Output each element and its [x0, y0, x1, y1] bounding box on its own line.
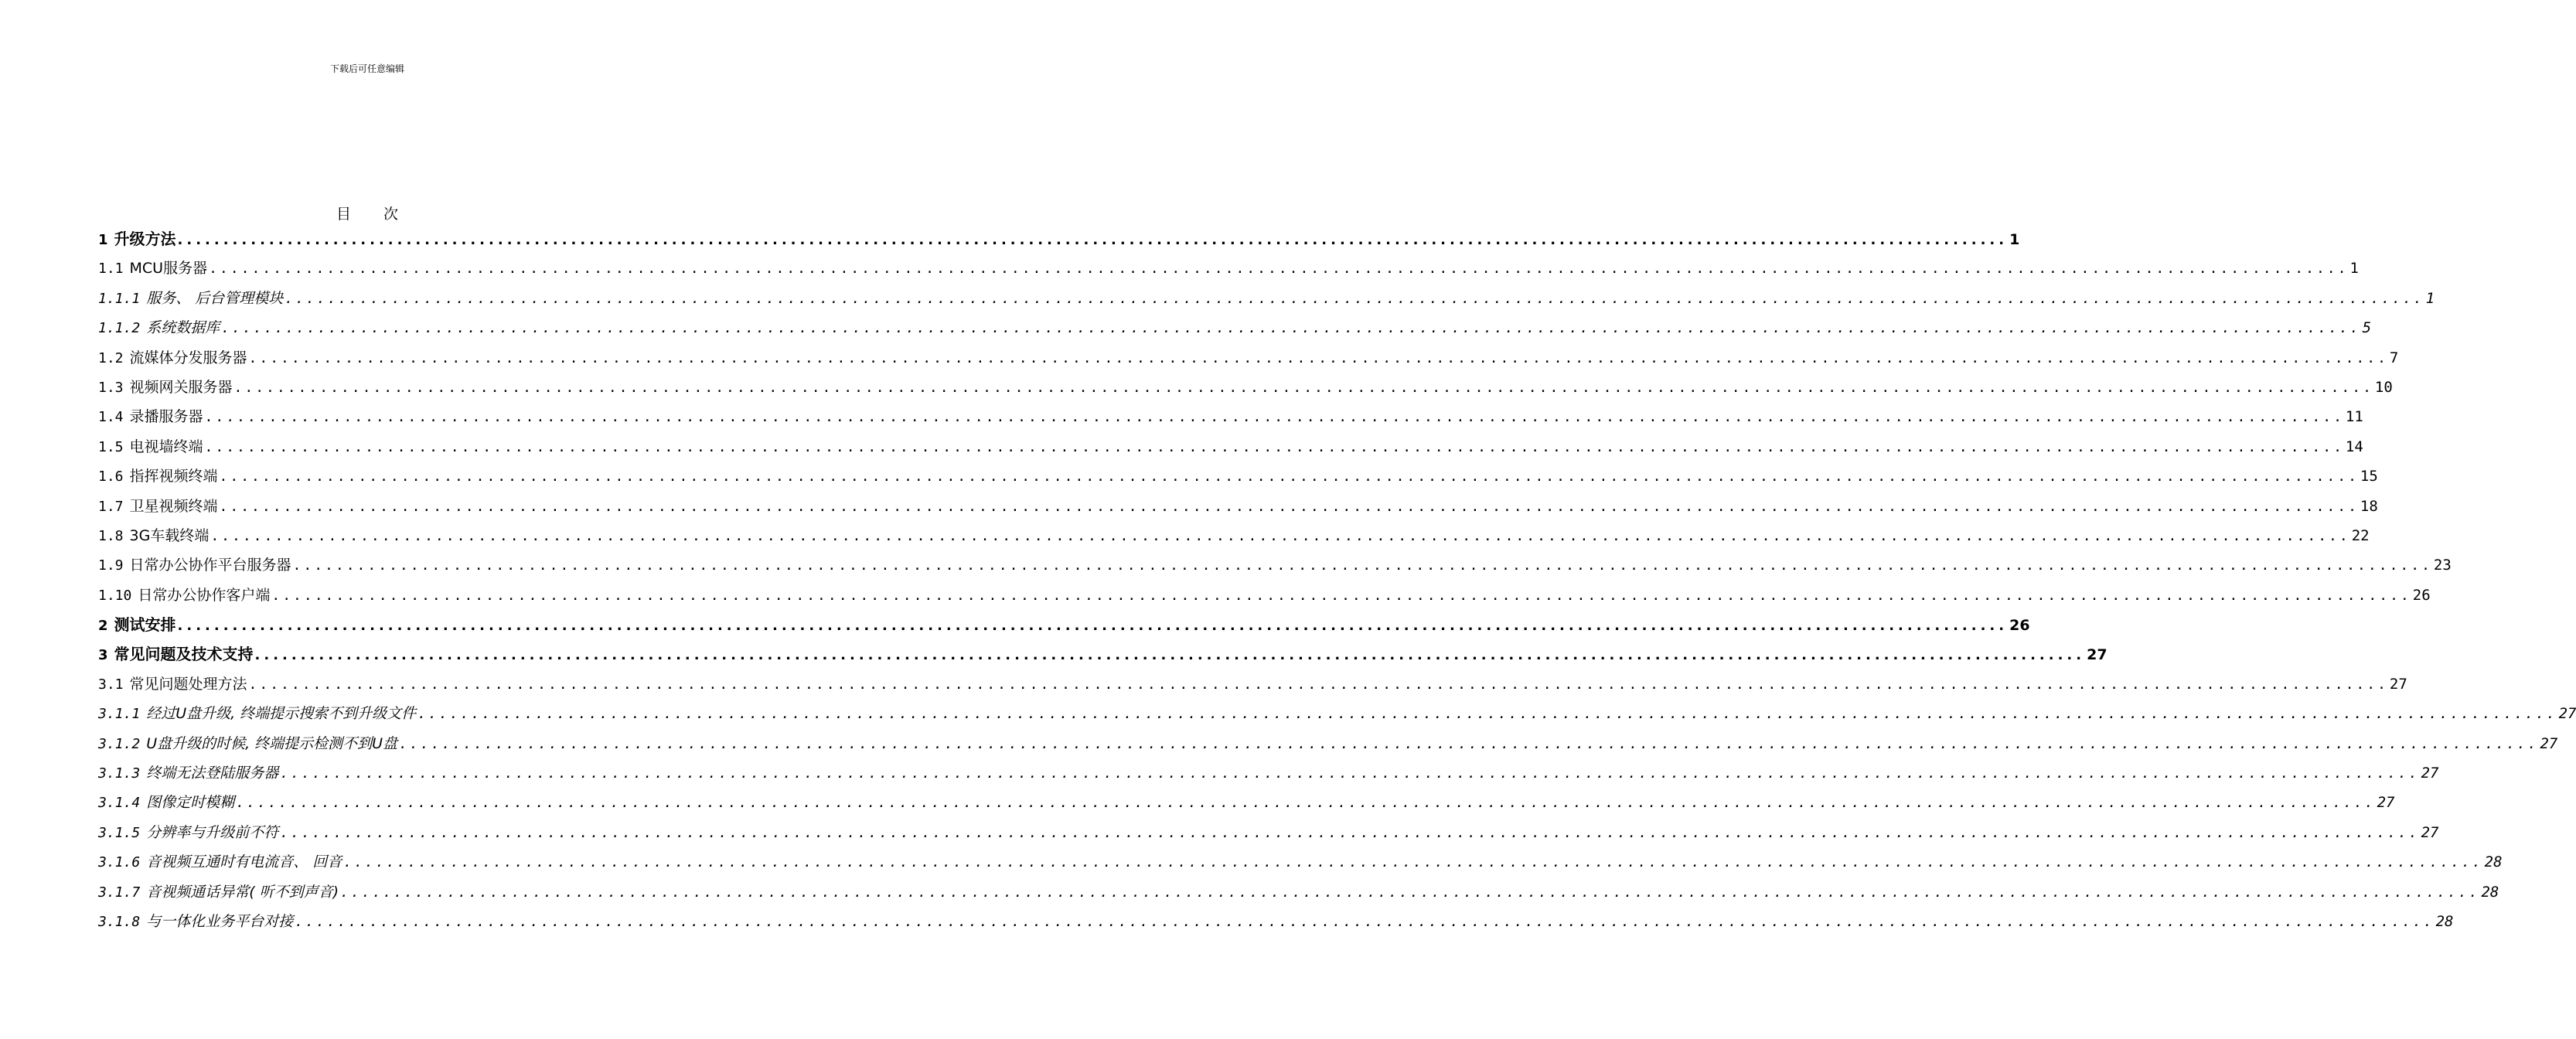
- toc-entry-page: 27: [2558, 705, 2576, 723]
- toc-entry[interactable]: [98, 313, 2372, 342]
- toc-entry[interactable]: [98, 492, 2378, 521]
- toc-entry-number: 1.9: [98, 557, 124, 574]
- toc-entry-page: 15: [2360, 468, 2378, 485]
- toc-leader-dots: ........................................................................................................................................................................................................: [221, 320, 2361, 337]
- table-of-contents: [98, 224, 2576, 936]
- toc-entry[interactable]: [98, 581, 2431, 610]
- toc-entry-title: 卫星视频终端: [129, 497, 218, 515]
- toc-entry-title: 日常办公协作客户端: [138, 586, 271, 604]
- toc-entry[interactable]: [98, 788, 2395, 817]
- toc-entry-number: 1.1.2: [98, 320, 141, 337]
- toc-entry-page: 1: [2425, 289, 2435, 307]
- toc-entry-number: 1.1: [98, 261, 124, 278]
- toc-entry-title: 日常办公协作平台服务器: [129, 557, 291, 574]
- toc-entry-title: 视频网关服务器: [129, 378, 233, 396]
- toc-entry-number: 1.7: [98, 498, 124, 515]
- toc-leader-dots: ........................................................................................................................................................................................................: [417, 706, 2557, 723]
- toc-entry-page: 28: [2435, 912, 2454, 930]
- toc-entry-title: 电视墙终端: [129, 438, 203, 455]
- toc-leader-dots: ........................................................................................................................................................................................................: [280, 765, 2420, 782]
- toc-entry-title: 图像定时模糊: [146, 794, 235, 812]
- toc-entry-title: 3G车载终端: [129, 526, 210, 544]
- toc-entry-page: 1: [2009, 231, 2020, 248]
- toc-entry-page: 27: [2377, 794, 2395, 812]
- toc-entry-title: 系统数据库: [146, 319, 220, 337]
- toc-entry-page: 28: [2484, 853, 2503, 871]
- toc-leader-dots: ........................................................................................................................................................................................................: [236, 795, 2376, 812]
- toc-entry-title: 常见问题处理方法: [129, 675, 247, 693]
- toc-entry-page: 27: [2389, 675, 2407, 693]
- toc-entry-number: 1.8: [98, 527, 124, 544]
- toc-entry-number: 1: [98, 232, 108, 248]
- toc-entry[interactable]: [98, 610, 2030, 639]
- toc-entry-number: 1.3: [98, 379, 124, 396]
- toc-leader-dots: ........................................................................................................................................................................................................: [233, 379, 2373, 396]
- toc-entry[interactable]: [98, 907, 2454, 936]
- toc-entry-number: 3.1.1: [98, 706, 141, 723]
- toc-entry-title: MCU服务器: [129, 260, 208, 278]
- toc-entry[interactable]: [98, 521, 2370, 550]
- toc-entry[interactable]: [98, 550, 2452, 580]
- toc-entry-number: 3.1.4: [98, 795, 141, 812]
- toc-leader-dots: ........................................................................................................................................................................................................: [219, 468, 2359, 485]
- toc-leader-dots: ........................................................................................................................................................................................................: [209, 261, 2349, 278]
- toc-entry[interactable]: [98, 639, 2107, 669]
- toc-entry-title: U盘升级的时候, 终端提示检测不到U盘: [146, 734, 398, 752]
- toc-entry-page: 23: [2433, 557, 2452, 574]
- toc-entry-page: 27: [2540, 734, 2558, 752]
- toc-entry[interactable]: [98, 462, 2378, 491]
- toc-entry-page: 14: [2345, 438, 2363, 455]
- toc-entry-title: 常见问题及技术支持: [114, 645, 254, 664]
- toc-entry-title: 录播服务器: [129, 408, 203, 426]
- toc-entry[interactable]: [98, 373, 2393, 402]
- toc-entry-page: 27: [2421, 823, 2439, 841]
- toc-entry[interactable]: [98, 343, 2399, 373]
- toc-entry-page: 5: [2362, 319, 2372, 337]
- toc-entry-page: 27: [2421, 765, 2439, 782]
- toc-entry-page: 27: [2087, 646, 2107, 664]
- toc-entry-title: 测试安排: [114, 615, 176, 635]
- toc-entry[interactable]: [98, 847, 2503, 877]
- toc-entry-title: 与一体化业务平台对接: [146, 912, 294, 930]
- toc-entry-number: 3.1.8: [98, 913, 141, 930]
- toc-entry-number: 3: [98, 647, 108, 664]
- toc-entry-title: 指挥视频终端: [129, 468, 218, 485]
- toc-leader-dots: ........................................................................................................................................................................................................: [210, 527, 2350, 544]
- toc-leader-dots: ........................................................................................................................................................................................................: [254, 647, 2086, 664]
- toc-entry-title: 分辨率与升级前不符: [146, 823, 279, 841]
- toc-entry[interactable]: [98, 254, 2359, 283]
- toc-title: 目次: [336, 206, 431, 223]
- toc-entry-page: 26: [2009, 617, 2030, 635]
- toc-entry-number: 1.5: [98, 438, 124, 455]
- toc-leader-dots: ........................................................................................................................................................................................................: [343, 854, 2483, 871]
- toc-entry-page: 22: [2351, 526, 2370, 544]
- toc-entry[interactable]: [98, 669, 2407, 699]
- toc-entry[interactable]: [98, 284, 2435, 313]
- toc-leader-dots: ........................................................................................................................................................................................................: [271, 587, 2411, 604]
- toc-leader-dots: ........................................................................................................................................................................................................: [204, 438, 2344, 455]
- toc-entry-title: 升级方法: [114, 230, 176, 248]
- toc-entry-page: 10: [2374, 378, 2393, 396]
- toc-leader-dots: ........................................................................................................................................................................................................: [295, 913, 2435, 930]
- toc-entry[interactable]: [98, 432, 2363, 462]
- toc-entry[interactable]: [98, 877, 2499, 907]
- toc-entry-number: 1.4: [98, 409, 124, 426]
- toc-entry-number: 3.1.7: [98, 884, 141, 901]
- toc-entry-number: 1.6: [98, 468, 124, 485]
- toc-leader-dots: ........................................................................................................................................................................................................: [285, 290, 2424, 307]
- toc-entry-number: 1.10: [98, 587, 132, 604]
- toc-entry[interactable]: [98, 758, 2439, 788]
- toc-entry-page: 11: [2345, 408, 2363, 426]
- toc-leader-dots: ........................................................................................................................................................................................................: [248, 676, 2388, 693]
- toc-entry-title: 流媒体分发服务器: [129, 349, 247, 366]
- toc-leader-dots: ........................................................................................................................................................................................................: [219, 498, 2359, 515]
- toc-leader-dots: ........................................................................................................................................................................................................: [292, 557, 2432, 574]
- toc-entry-number: 1.1.1: [98, 290, 141, 307]
- toc-leader-dots: ........................................................................................................................................................................................................: [248, 349, 2388, 366]
- toc-entry-number: 3.1.5: [98, 824, 141, 841]
- toc-entry-page: 18: [2360, 497, 2378, 515]
- toc-entry[interactable]: [98, 818, 2439, 847]
- toc-leader-dots: ........................................................................................................................................................................................................: [340, 884, 2480, 901]
- toc-entry-page: 26: [2412, 586, 2431, 604]
- toc-entry-title: 服务、 后台管理模块: [146, 289, 284, 307]
- toc-leader-dots: ........................................................................................................................................................................................................: [204, 409, 2344, 426]
- toc-entry-page: 7: [2389, 349, 2399, 366]
- toc-entry[interactable]: [98, 224, 2020, 254]
- toc-entry[interactable]: [98, 699, 2576, 728]
- toc-entry[interactable]: [98, 729, 2558, 758]
- toc-leader-dots: ........................................................................................................................................................................................................: [177, 232, 2009, 248]
- page-header: 下载后可任意编辑: [329, 63, 404, 74]
- toc-entry-page: 28: [2481, 883, 2499, 901]
- toc-entry-number: 3.1: [98, 676, 124, 693]
- toc-entry[interactable]: [98, 402, 2363, 431]
- toc-leader-dots: ........................................................................................................................................................................................................: [399, 735, 2539, 752]
- toc-entry-title: 音视频通话异常( 听不到声音): [146, 883, 339, 901]
- toc-entry-title: 音视频互通时有电流音、 回音: [146, 853, 342, 871]
- toc-leader-dots: ........................................................................................................................................................................................................: [177, 618, 2009, 635]
- toc-entry-number: 1.2: [98, 349, 124, 366]
- toc-entry-number: 3.1.6: [98, 854, 141, 871]
- toc-entry-number: 3.1.2: [98, 735, 141, 752]
- toc-entry-page: 1: [2349, 260, 2359, 278]
- toc-entry-number: 3.1.3: [98, 765, 141, 782]
- toc-leader-dots: ........................................................................................................................................................................................................: [280, 824, 2420, 841]
- toc-entry-number: 2: [98, 618, 108, 635]
- toc-entry-title: 经过U盘升级, 终端提示搜索不到升级文件: [146, 705, 417, 723]
- toc-entry-title: 终端无法登陆服务器: [146, 765, 279, 782]
